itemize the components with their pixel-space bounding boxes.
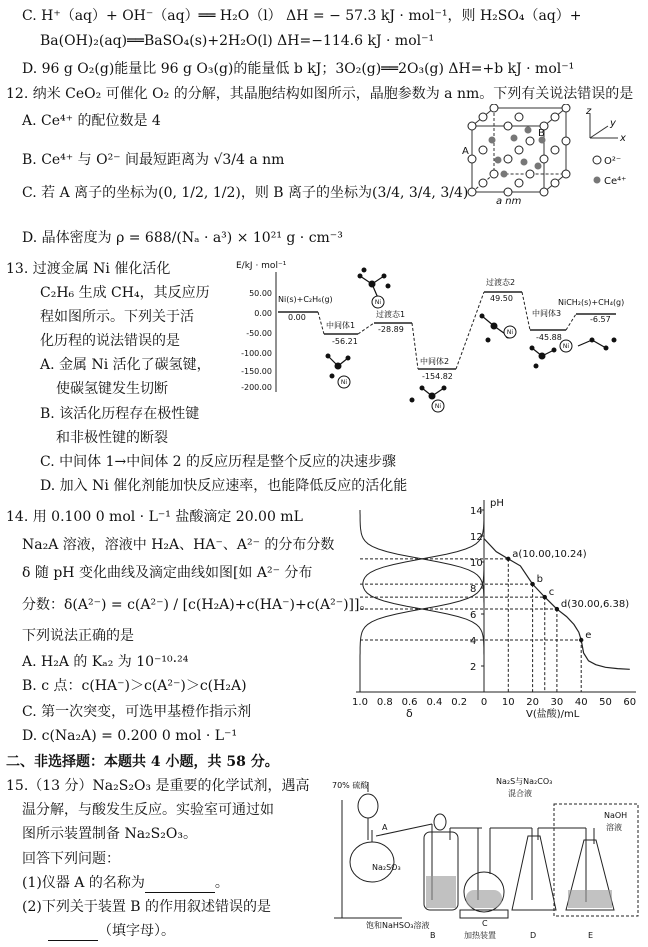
level-ts1-value: -28.89 <box>378 325 404 334</box>
svg-text:NaOH: NaOH <box>604 811 628 820</box>
level-int1-value: -56.21 <box>332 337 358 346</box>
point-label: e <box>585 630 592 641</box>
svg-text:Na₂S与Na₂CO₃: Na₂S与Na₂CO₃ <box>496 777 553 786</box>
energy-axis-label: E/kJ · mol⁻¹ <box>236 261 287 271</box>
svg-text:饱和NaHSO₃溶液: 饱和NaHSO₃溶液 <box>366 921 430 930</box>
q14-option-a: A. H₂A 的 Kₐ₂ 为 10⁻¹⁰·²⁴ <box>22 654 189 670</box>
svg-text:Ni: Ni <box>506 329 514 336</box>
q13-stem-4: 化历程的说法错误的是 <box>40 333 180 349</box>
legend-oxide-icon <box>593 156 601 164</box>
q13-stem-1: 13. 过渡金属 Ni 催化活化 <box>6 261 171 277</box>
data-point <box>579 638 583 642</box>
energy-diagram <box>232 256 644 416</box>
svg-text:O²⁻: O²⁻ <box>604 156 622 167</box>
svg-text:-100.00: -100.00 <box>241 349 272 358</box>
q12-option-a: A. Ce⁴⁺ 的配位数是 4 <box>22 113 161 129</box>
volume-axis-label: V(盐酸)/mL <box>526 709 580 720</box>
svg-text:-50.00: -50.00 <box>246 329 272 338</box>
y-tick-label: 6 <box>470 610 477 621</box>
q15-part-2b: （填字母）。 <box>48 921 175 941</box>
q12-option-d: D. 晶体密度为 ρ = 688/(Nₐ · a³) × 10²¹ g · cm⁻³ <box>22 230 343 246</box>
svg-text:z: z <box>586 106 592 117</box>
molecule-sketches <box>326 268 617 413</box>
y-axis-label: pH <box>490 498 504 509</box>
volume-tick-label: 10 <box>501 697 515 708</box>
level-int3-name: 中间体3 <box>532 309 562 318</box>
crystal-cell-figure <box>462 104 642 208</box>
label-a: A <box>462 146 469 157</box>
level-product-name: NiCH₂(s)+CH₄(g) <box>558 298 625 307</box>
answer-blank-1[interactable] <box>145 878 215 893</box>
svg-text:Ni: Ni <box>434 403 442 410</box>
q15-part-2: (2)下列关于装置 B 的作用叙述错误的是 <box>22 899 272 915</box>
q14-stem-2: Na₂A 溶液，溶液中 H₂A、HA⁻、A²⁻ 的分布分数 <box>22 537 335 553</box>
q15-part-1: (1)仪器 A 的名称为 。 <box>22 875 229 891</box>
q14-option-c: C. 第一次突变，可选甲基橙作指示剂 <box>22 704 252 720</box>
svg-text:70% 硫酸: 70% 硫酸 <box>332 781 369 790</box>
svg-text:混合液: 混合液 <box>508 789 532 798</box>
volume-tick-label: 40 <box>574 697 588 708</box>
q11-option-d: D. 96 g O₂(g)能量比 96 g O₃(g)的能量低 b kJ；3O₂(g)══2O₃(g) ΔH=+b kJ · mol⁻¹ <box>22 61 575 77</box>
distribution-curve <box>360 510 484 692</box>
y-tick-label: 2 <box>470 662 477 673</box>
legend-cerium-icon <box>594 177 601 184</box>
level-product-value: -6.57 <box>590 315 611 324</box>
section-title: 二、非选择题：本题共 4 小题，共 58 分。 <box>6 754 279 770</box>
data-point <box>555 607 559 611</box>
q14-stem-5: 下列说法正确的是 <box>22 628 134 644</box>
level-int1-name: 中间体1 <box>326 321 356 330</box>
svg-text:溶液: 溶液 <box>606 823 622 832</box>
q13-option-a-2: 使碳氢键发生切断 <box>56 381 168 397</box>
q13-option-a-1: A. 金属 Ni 活化了碳氢键， <box>40 357 211 373</box>
point-label: c <box>548 587 555 599</box>
q12-option-b: B. Ce⁴⁺ 与 O²⁻ 间最短距离为 √3/4 a nm <box>22 152 285 168</box>
y-tick-label: 12 <box>470 532 483 543</box>
delta-tick-label: 0.4 <box>426 697 443 708</box>
q14-stem-3: δ 随 pH 变化曲线及滴定曲线如图[如 A²⁻ 分布 <box>22 565 313 581</box>
q15-stem-1: 15.（13 分）Na₂S₂O₃ 是重要的化学试剂，遇高 <box>6 778 310 794</box>
q13-stem-3: 程如图所示。下列关于活 <box>40 309 194 325</box>
svg-text:Ni: Ni <box>374 299 382 306</box>
q14-option-d: D. c(Na₂A) = 0.200 0 mol · L⁻¹ <box>22 728 238 744</box>
svg-text:-200.00: -200.00 <box>241 383 272 392</box>
level-int2-value: -154.82 <box>422 372 453 381</box>
y-tick-label: 14 <box>470 506 483 517</box>
point-label: a(10.00,10.24) <box>512 548 587 560</box>
svg-text:E: E <box>588 931 594 940</box>
svg-text:50.00: 50.00 <box>249 289 272 298</box>
svg-text:y: y <box>610 118 616 129</box>
q14-stem-1: 14. 用 0.100 0 mol · L⁻¹ 盐酸滴定 20.00 mL <box>6 509 303 525</box>
q13-option-b-2: 和非极性键的断裂 <box>56 430 168 446</box>
y-tick-label: 8 <box>470 584 477 595</box>
q15-ask: 回答下列问题： <box>22 851 120 867</box>
level-reactant-name: Ni(s)+C₂H₆(g) <box>278 295 333 304</box>
point-label: b <box>536 574 543 586</box>
q12-option-c: C. 若 A 离子的坐标为(0, 1/2, 1/2)，则 B 离子的坐标为(3/4, 3/4, 3/4) <box>22 185 469 201</box>
level-ts2-name: 过渡态2 <box>486 278 516 287</box>
distribution-curve <box>360 510 484 692</box>
a-nm-label: a nm <box>496 196 522 207</box>
point-label: d(30.00,6.38) <box>560 599 630 611</box>
q13-option-d: D. 加入 Ni 催化剂能加快反应速率，也能降低反应的活化能 <box>40 478 408 494</box>
level-reactant-value: 0.00 <box>288 313 306 322</box>
delta-tick-label: 0.8 <box>376 697 393 708</box>
delta-tick-label: 0.2 <box>451 697 468 708</box>
q12-stem: 12. 纳米 CeO₂ 可催化 O₂ 的分解，其晶胞结构如图所示，晶胞参数为 a nm。下列有关说法错误的是 <box>6 86 634 102</box>
q13-option-b-1: B. 该活化历程存在极性键 <box>40 406 200 422</box>
delta-tick-label: 1.0 <box>352 697 368 708</box>
svg-text:x: x <box>620 133 626 144</box>
svg-text:0.00: 0.00 <box>254 309 272 318</box>
q15-stem-2: 温分解，与酸发生反应。实验室可通过如 <box>22 802 274 818</box>
svg-text:-150.00: -150.00 <box>241 367 272 376</box>
delta-axis-label: δ <box>406 707 413 720</box>
q11-option-c-line2: Ba(OH)₂(aq)══BaSO₄(s)+2H₂O(l) ΔH=−114.6 kJ · mol⁻¹ <box>40 33 435 49</box>
svg-text:Ni: Ni <box>562 343 570 350</box>
q14-stem-4: 分数：δ(A²⁻) = c(A²⁻) / [c(H₂A)+c(HA⁻)+c(A²⁻)]]。 <box>22 597 374 613</box>
volume-tick-label: 30 <box>550 697 564 708</box>
svg-text:Ni: Ni <box>340 379 348 386</box>
delta-tick-label: 0.6 <box>401 697 418 708</box>
y-tick-label: 10 <box>470 558 483 569</box>
data-point <box>530 582 534 586</box>
apparatus-figure <box>332 770 642 940</box>
delta-tick-label: 0 <box>480 697 488 708</box>
volume-tick-label: 60 <box>623 697 637 708</box>
q14-option-b: B. c 点：c(HA⁻)＞c(A²⁻)＞c(H₂A) <box>22 678 247 694</box>
svg-text:A: A <box>382 823 388 832</box>
y-tick-label: 4 <box>470 636 477 647</box>
level-ts2-value: 49.50 <box>490 294 513 303</box>
volume-tick-label: 20 <box>526 697 539 708</box>
q13-stem-2: C₂H₆ 生成 CH₄，其反应历 <box>40 285 210 301</box>
q15-stem-3: 图所示装置制备 Na₂S₂O₃。 <box>22 826 197 842</box>
level-int3-value: -45.88 <box>536 333 562 342</box>
svg-text:加热装置: 加热装置 <box>464 931 496 940</box>
level-int2-name: 中间体2 <box>420 357 450 366</box>
level-ts1-name: 过渡态1 <box>376 310 406 319</box>
label-b: B <box>538 128 545 139</box>
data-point <box>543 595 547 599</box>
volume-tick-label: 50 <box>599 697 612 708</box>
titration-chart <box>350 494 642 720</box>
data-point <box>506 557 510 561</box>
q11-option-c-line1: C. H⁺（aq）+ OH⁻（aq）══ H₂O（l） ΔH = − 57.3 kJ · mol⁻¹，则 H₂SO₄（aq）+ <box>22 8 582 24</box>
answer-blank-2[interactable] <box>48 926 98 941</box>
svg-text:Na₂SO₃: Na₂SO₃ <box>372 863 401 872</box>
svg-text:D: D <box>530 931 537 940</box>
svg-text:Ce⁴⁺: Ce⁴⁺ <box>604 176 627 187</box>
svg-text:C: C <box>482 919 488 928</box>
distribution-curve <box>363 510 484 692</box>
svg-text:B: B <box>430 931 436 940</box>
q13-option-c: C. 中间体 1→中间体 2 的反应历程是整个反应的决速步骤 <box>40 454 397 470</box>
